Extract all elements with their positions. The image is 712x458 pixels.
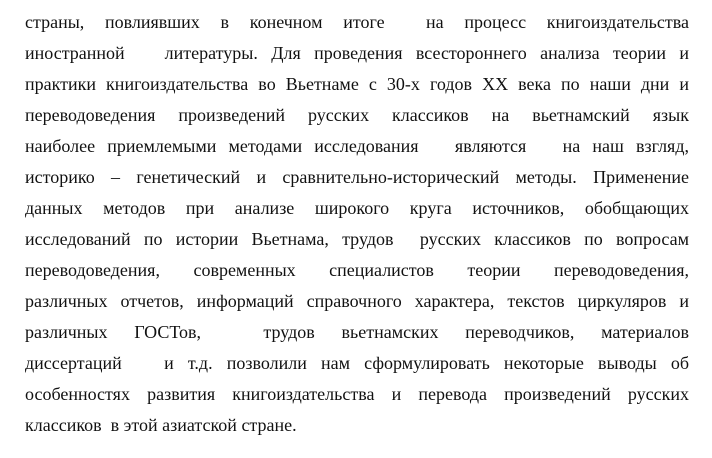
text-line-8: исследований по истории Вьетнама, трудов русских классиков по вопросам: [25, 229, 689, 249]
text-line-10: различных отчетов, информаций справочного характера, текстов циркуляров и: [25, 291, 689, 311]
text-line-12: диссертаций и т.д. позволили нам сформулировать некоторые выводы об: [25, 353, 689, 373]
text-line-6: историко – генетический и сравнительно-исторический методы. Применение: [25, 167, 689, 187]
text-line-13: особенностях развития книгоиздательства и перевода произведений русских: [25, 384, 689, 404]
text-line-7: данных методов при анализе широкого круга источников, обобщающих: [25, 198, 689, 218]
text-line-3: практики книгоиздательства во Вьетнаме с 30-х годов XX века по наши дни и: [25, 74, 689, 94]
text-line-5: наиболее приемлемыми методами исследования являются на наш взгляд,: [25, 136, 689, 156]
text-line-2: иностранной литературы. Для проведения всестороннего анализа теории и: [25, 43, 689, 63]
text-line-9: переводоведения, современных специалистов теории переводоведения,: [25, 260, 689, 280]
text-line-11: различных ГОСТов, трудов вьетнамских переводчиков, материалов: [25, 322, 689, 342]
paragraph: [25, 12, 689, 446]
text-line-4: переводоведения произведений русских классиков на вьетнамский язык: [25, 105, 689, 125]
text-line-14: классиков в этой азиатской стране.: [25, 415, 297, 435]
text-line-1: страны, повлиявших в конечном итоге на процесс книгоиздательства: [25, 12, 689, 32]
